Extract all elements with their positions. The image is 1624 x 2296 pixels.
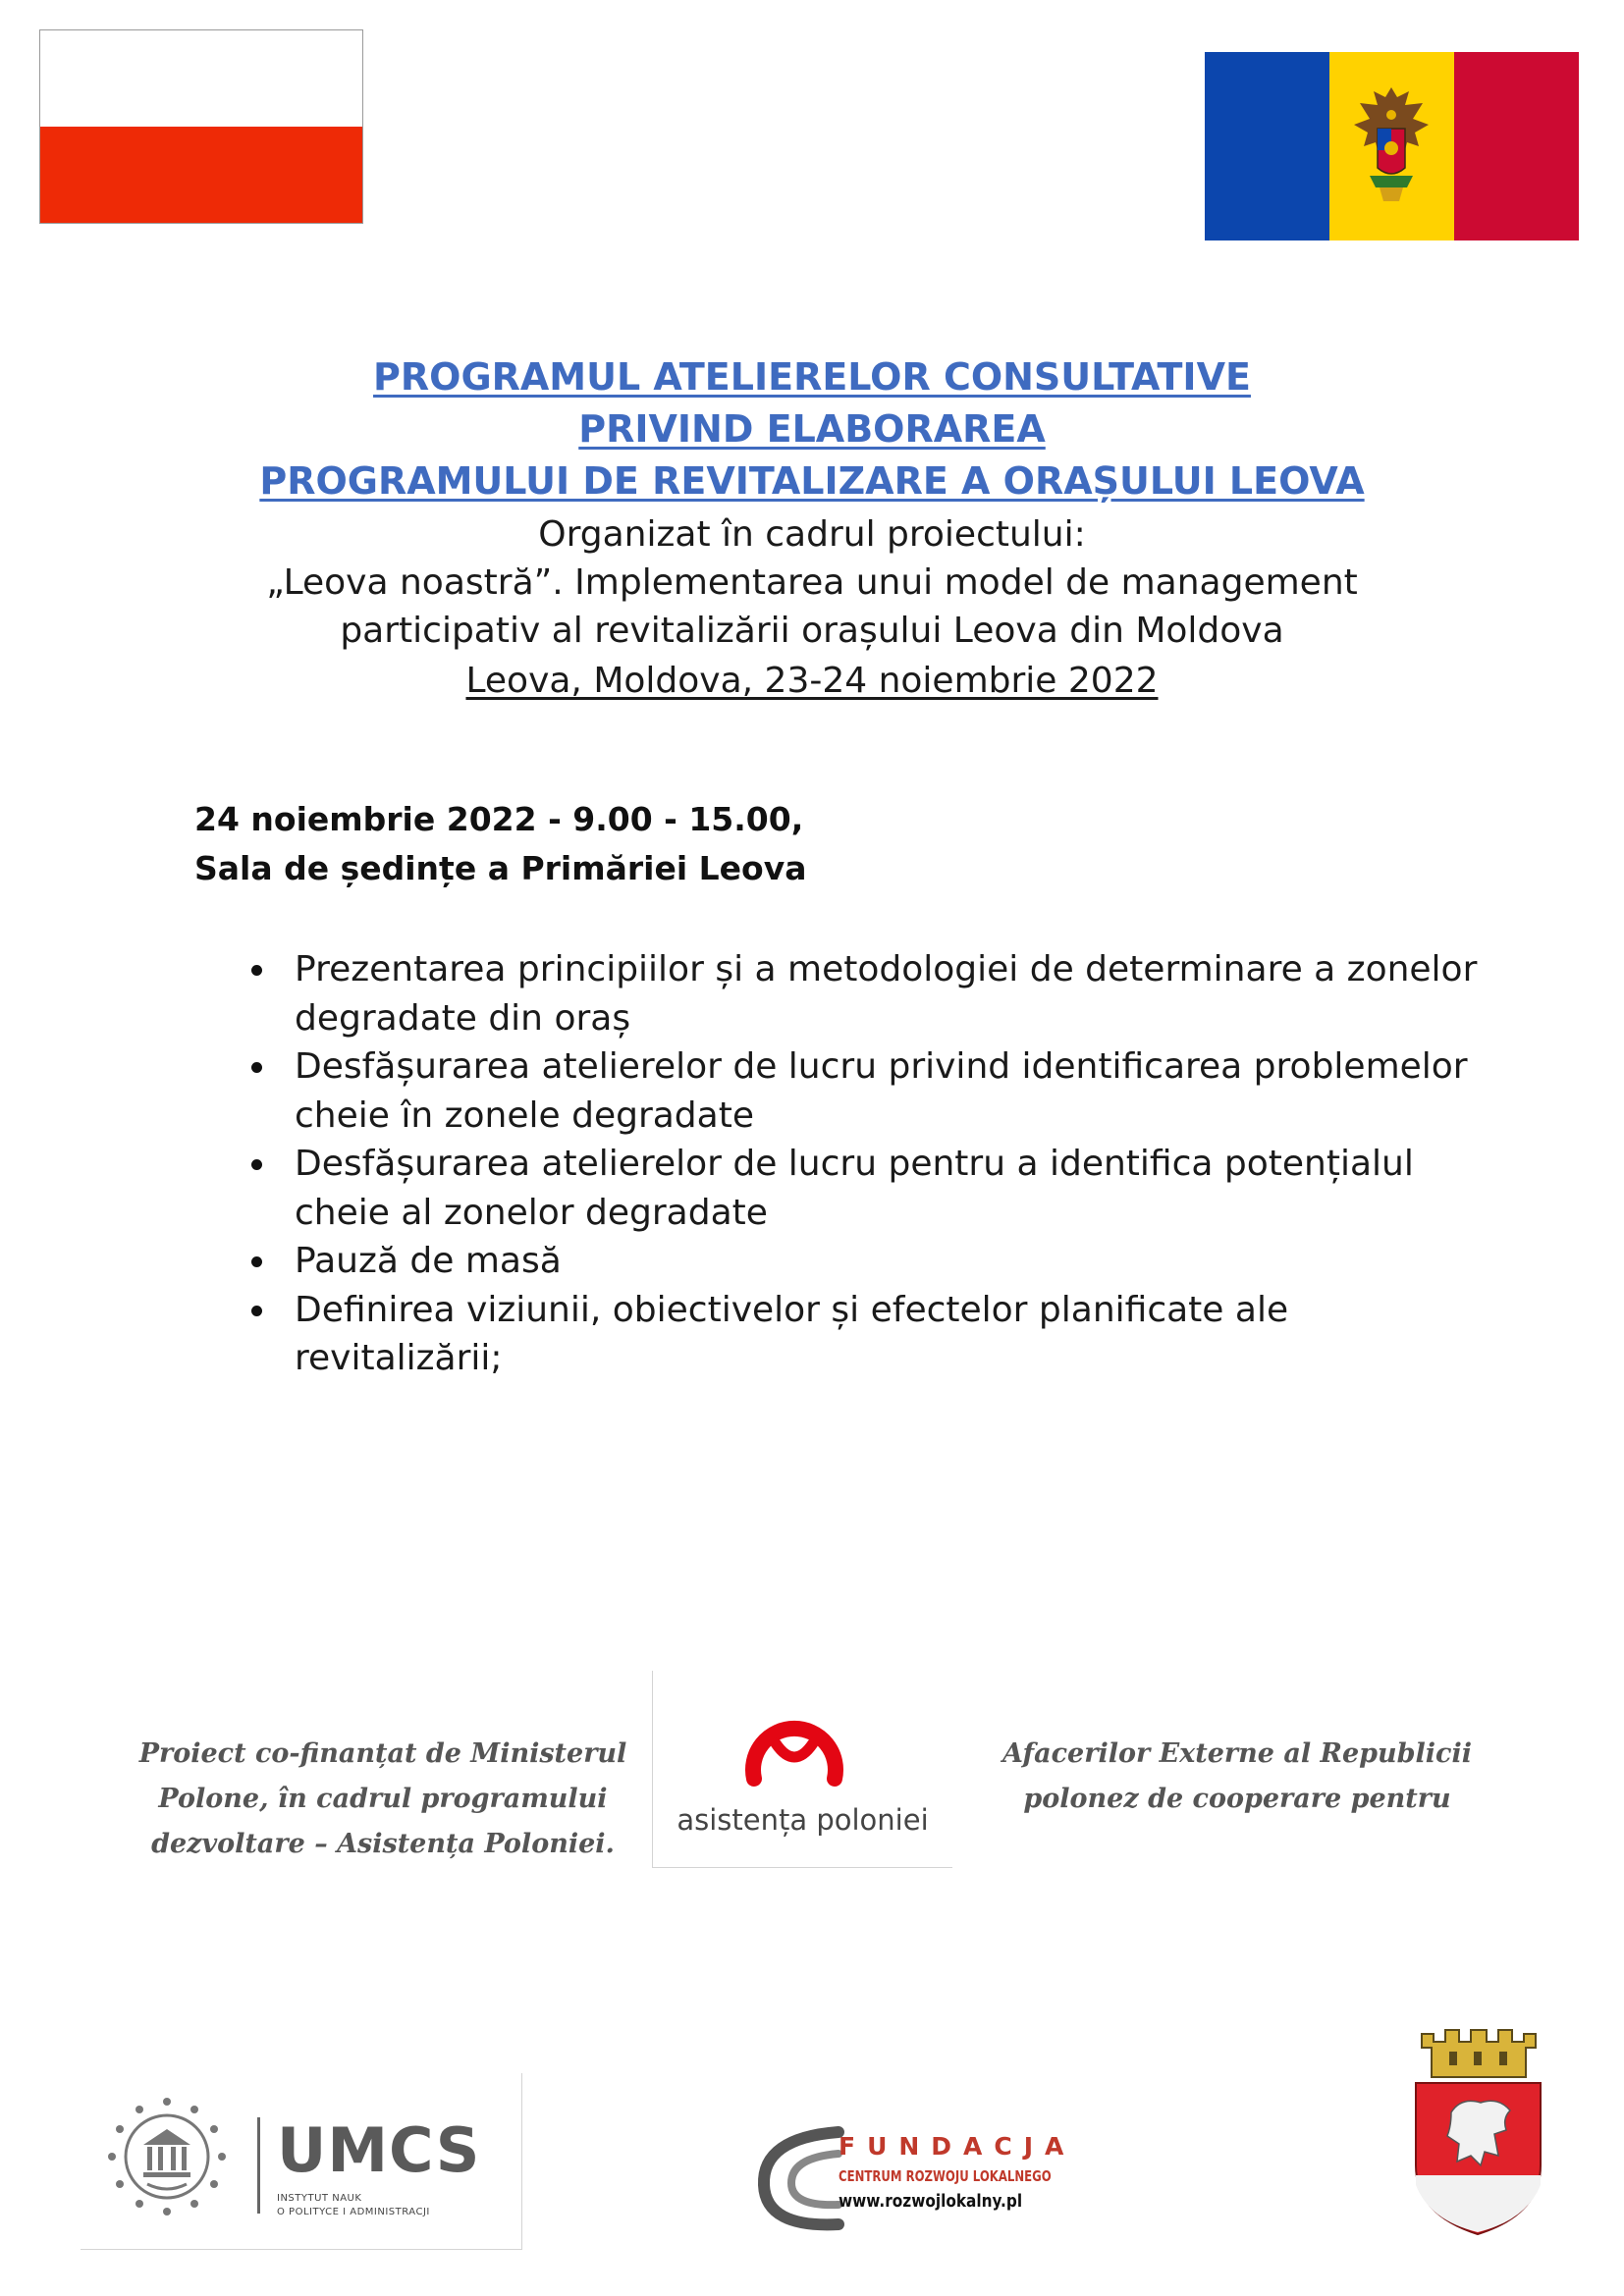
funding-left-line-3: dezvoltare – Asistența Poloniei. [151, 1829, 615, 1859]
funding-note-left [118, 1732, 648, 1867]
asistenta-symbol-icon [740, 1700, 848, 1789]
event-location-date: Leova, Moldova, 23-24 noiembrie 2022 [465, 661, 1159, 701]
poland-flag [39, 29, 363, 224]
umcs-subtitle-2: O POLITYCE I ADMINISTRACJI [277, 2207, 430, 2217]
agenda-item: Definirea viziunii, obiectivelor și efectelor planificate ale revitalizării; [245, 1286, 1502, 1383]
asistenta-logo-text: asistența poloniei [677, 1803, 929, 1837]
fundacja-subtitle: CENTRUM ROZWOJU LOKALNEGO [839, 2167, 1052, 2185]
subtitle-line-3: participativ al revitalizării orașului Leova din Moldova [340, 611, 1284, 651]
funding-right-line-1: Afacerilor Externe al Republicii [1002, 1738, 1472, 1769]
moldova-flag [1205, 52, 1579, 240]
title-line-2: PRIVIND ELABORAREA [578, 407, 1046, 451]
umcs-divider [257, 2117, 260, 2214]
funding-note-right [972, 1732, 1502, 1822]
title-line-3: PROGRAMULUI DE REVITALIZARE A ORAȘULUI LEOVA [259, 459, 1365, 503]
umcs-subtitle-1: INSTYTUT NAUK [277, 2193, 362, 2204]
subtitle-line-2: „Leova noastră”. Implementarea unui model de management [266, 562, 1358, 603]
agenda-item: Pauză de masă [245, 1237, 1502, 1286]
subtitle-line-1: Organizat în cadrul proiectului: [538, 514, 1086, 555]
umcs-logo [81, 2073, 522, 2250]
title-line-1: PROGRAMUL ATELIERELOR CONSULTATIVE [373, 355, 1251, 399]
fundacja-name: FUNDACJA [839, 2132, 1076, 2161]
agenda-item: Desfășurarea atelierelor de lucru privind identificarea problemelor cheie în zonele degradate [245, 1042, 1502, 1140]
umcs-emblem-icon [98, 2088, 236, 2225]
funding-left-line-1: Proiect co-finanțat de Ministerul [138, 1738, 627, 1769]
session-venue: Sala de ședințe a Primăriei Leova [194, 849, 807, 887]
agenda-list [245, 945, 1502, 1383]
fundacja-url[interactable]: www.rozwojlokalny.pl [839, 2191, 1023, 2212]
session-date-time: 24 noiembrie 2022 - 9.00 - 15.00, [194, 800, 804, 838]
moldova-coat-of-arms-icon [1350, 81, 1434, 211]
funding-right-line-2: polonez de cooperare pentru [1023, 1784, 1451, 1814]
fundacja-logo [752, 2120, 1076, 2236]
leova-coat-of-arms-icon [1408, 2028, 1548, 2236]
agenda-item: Prezentarea principiilor și a metodologiei de determinare a zonelor degradate din oraș [245, 945, 1502, 1042]
funding-left-line-2: Polone, în cadrul programului [158, 1784, 608, 1814]
asistenta-poloniei-logo [652, 1671, 952, 1868]
umcs-name: UMCS [277, 2114, 481, 2186]
agenda-item: Desfășurarea atelierelor de lucru pentru a identifica potențialul cheie al zonelor degradate [245, 1140, 1502, 1237]
